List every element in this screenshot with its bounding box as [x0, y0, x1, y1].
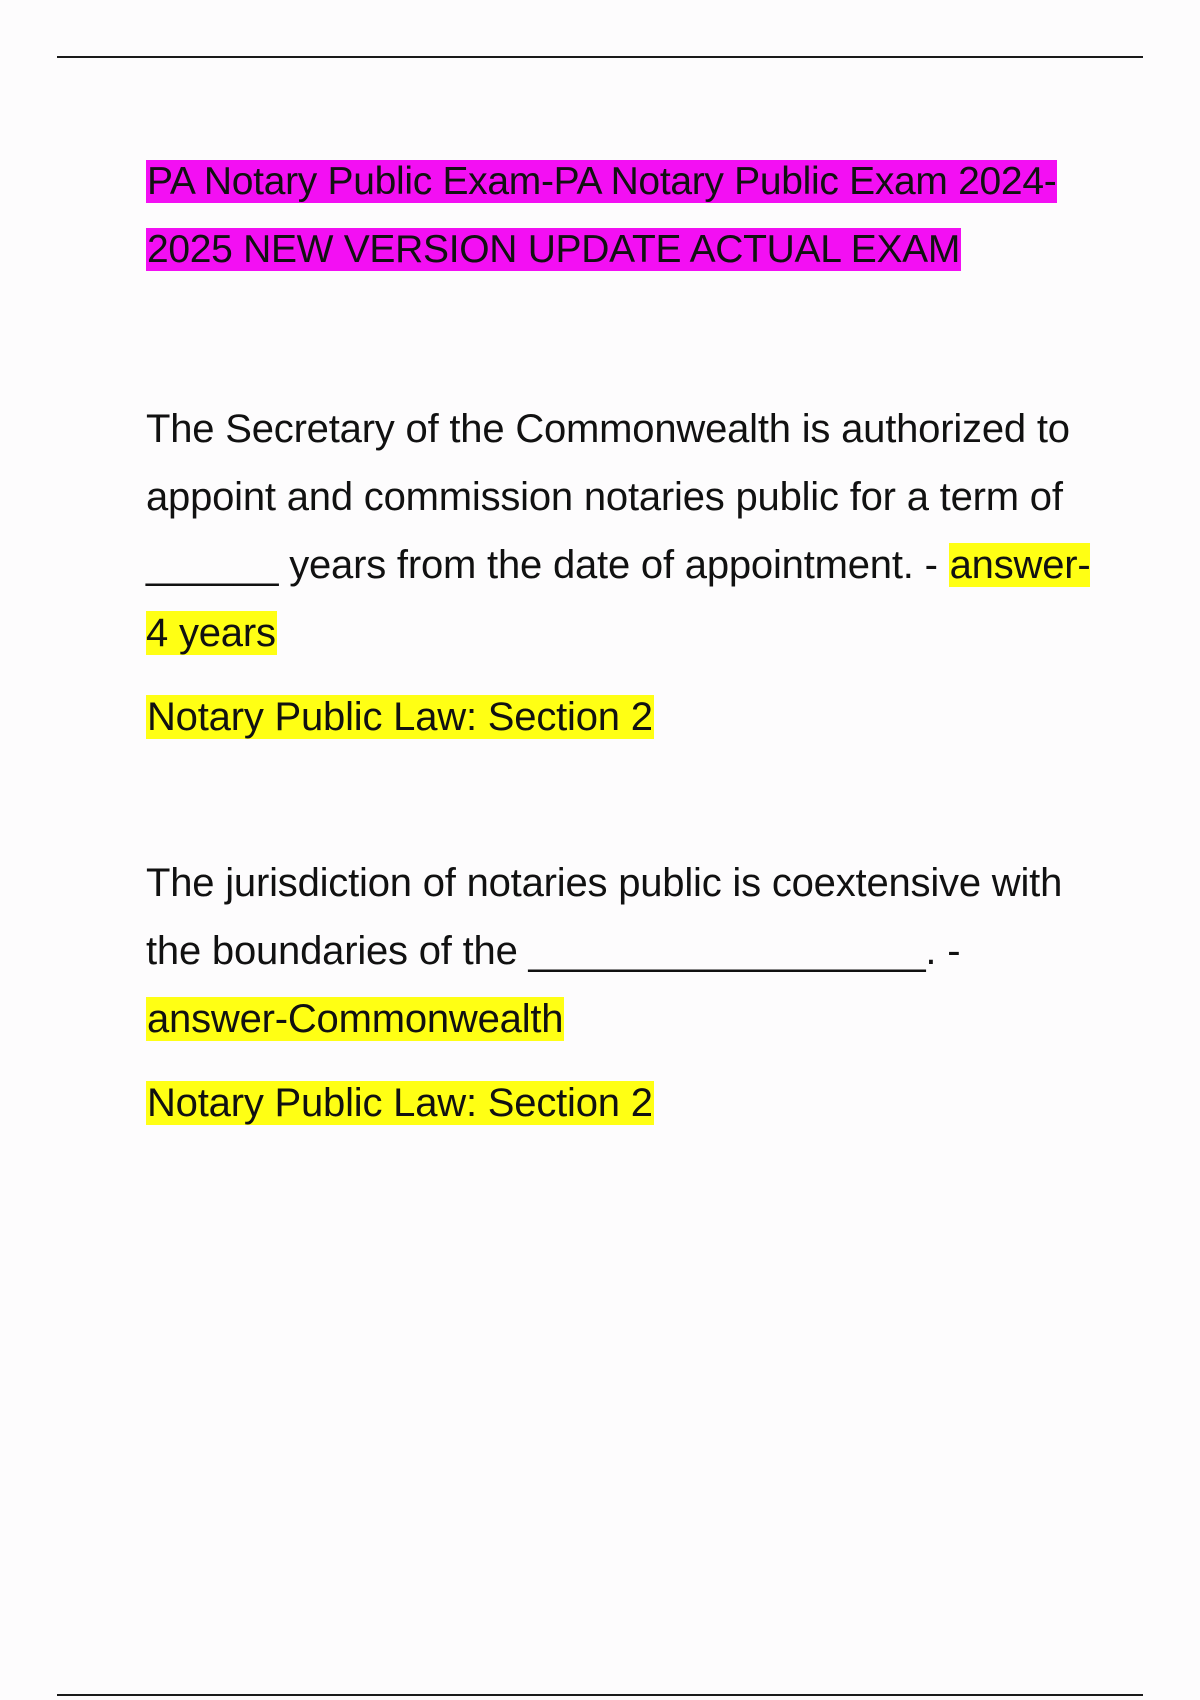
reference-2 — [146, 1073, 1106, 1133]
title-highlight: PA Notary Public Exam-PA Notary Public Exam 2024-2025 NEW VERSION UPDATE ACTUAL EXAM — [147, 160, 1057, 271]
top-divider — [57, 56, 1143, 58]
question-1 — [146, 395, 1106, 667]
question-1-text: The Secretary of the Commonwealth is authorized to appoint and commission notaries public for a term of ______ years from the date of appointment. - — [146, 407, 1070, 587]
answer-1-highlight: answer-4 years — [146, 543, 1091, 655]
bottom-divider — [57, 1694, 1143, 1696]
reference-2-highlight: Notary Public Law: Section 2 — [147, 1081, 653, 1125]
question-2 — [146, 849, 1106, 1053]
document-content — [146, 148, 1106, 1133]
document-title — [146, 148, 1106, 284]
answer-2-highlight: answer-Commonwealth — [147, 997, 564, 1041]
reference-1 — [146, 687, 1106, 747]
question-2-text: The jurisdiction of notaries public is coextensive with the boundaries of the __________________. - — [146, 861, 1063, 973]
reference-1-highlight: Notary Public Law: Section 2 — [147, 695, 653, 739]
